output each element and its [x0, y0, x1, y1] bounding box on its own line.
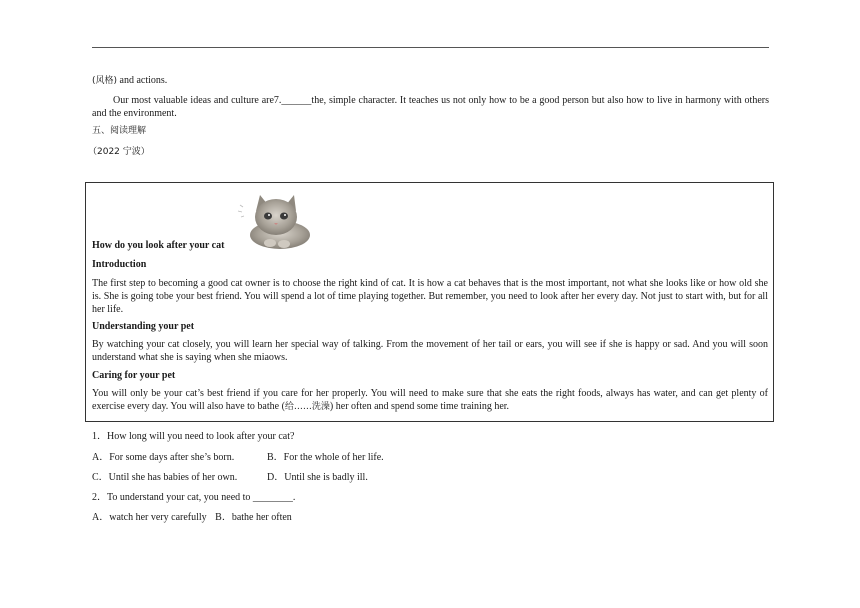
paragraph-introduction: The first step to becoming a good cat owner is to choose the right kind of cat. It is how a cat behaves that is the most important, not what she looks like or how old she is. She is going tobe your best friend. You will spend a lot of time playing together. But remember, you need to look after her every day. Not just to start with, but for all her life.: [92, 278, 768, 315]
intro-cjk: (风格): [92, 76, 118, 86]
q2-option-row-1: [92, 511, 292, 524]
paragraph-understanding: By watching your cat closely, you will learn her special way of talking. From the movement of her tail or ears, you will see if she is happy or sad. And you will soon understand what she is saying when she miaows.: [92, 339, 768, 363]
q2-option-b: B．bathe her often: [215, 512, 292, 523]
article-box: [85, 182, 774, 422]
source-label: （2022 宁波）: [88, 147, 150, 157]
q1-option-row-2: [92, 471, 368, 484]
q1-option-d: D．Until she is badly ill.: [267, 472, 368, 483]
heading-understanding: Understanding your pet: [92, 321, 195, 332]
q2-option-a: A．watch her very carefully: [92, 512, 207, 523]
q1-option-a: A．For some days after she’s born.: [92, 452, 235, 463]
heading-introduction: Introduction: [92, 259, 147, 270]
caring-cjk: 给……洗澡: [284, 402, 330, 412]
paragraph-caring: [92, 387, 768, 414]
q1-option-c: C．Until she has babies of her own.: [92, 472, 238, 483]
article-title: How do you look after your cat: [92, 240, 225, 251]
cat-image: [234, 191, 312, 251]
caring-text-2: ) her often and spend some time training her.: [329, 401, 510, 412]
intro-paragraph: Our most valuable ideas and culture are7.______the, simple character. It teaches us not only how to be a good person but also how to live in harmony with others and the environment.: [92, 95, 769, 119]
intro-text: and actions.: [117, 75, 168, 86]
q1-option-b: B．For the whole of her life.: [267, 452, 384, 463]
caring-text-1: You will only be your cat’s best friend if you care for her properly. You will need to make sure that she eats the right foods, always has water, and can get plenty of exercise every day. You will also have to bathe (: [92, 388, 768, 412]
intro-line-1: [92, 74, 167, 88]
q1-option-row-1: [92, 451, 384, 464]
question-2: 2．To understand your cat, you need to ________.: [92, 492, 296, 503]
section-heading: 五、阅读理解: [92, 126, 147, 136]
question-1: 1．How long will you need to look after your cat?: [92, 431, 295, 442]
heading-caring: Caring for your pet: [92, 370, 176, 381]
header-rule: [92, 47, 769, 48]
